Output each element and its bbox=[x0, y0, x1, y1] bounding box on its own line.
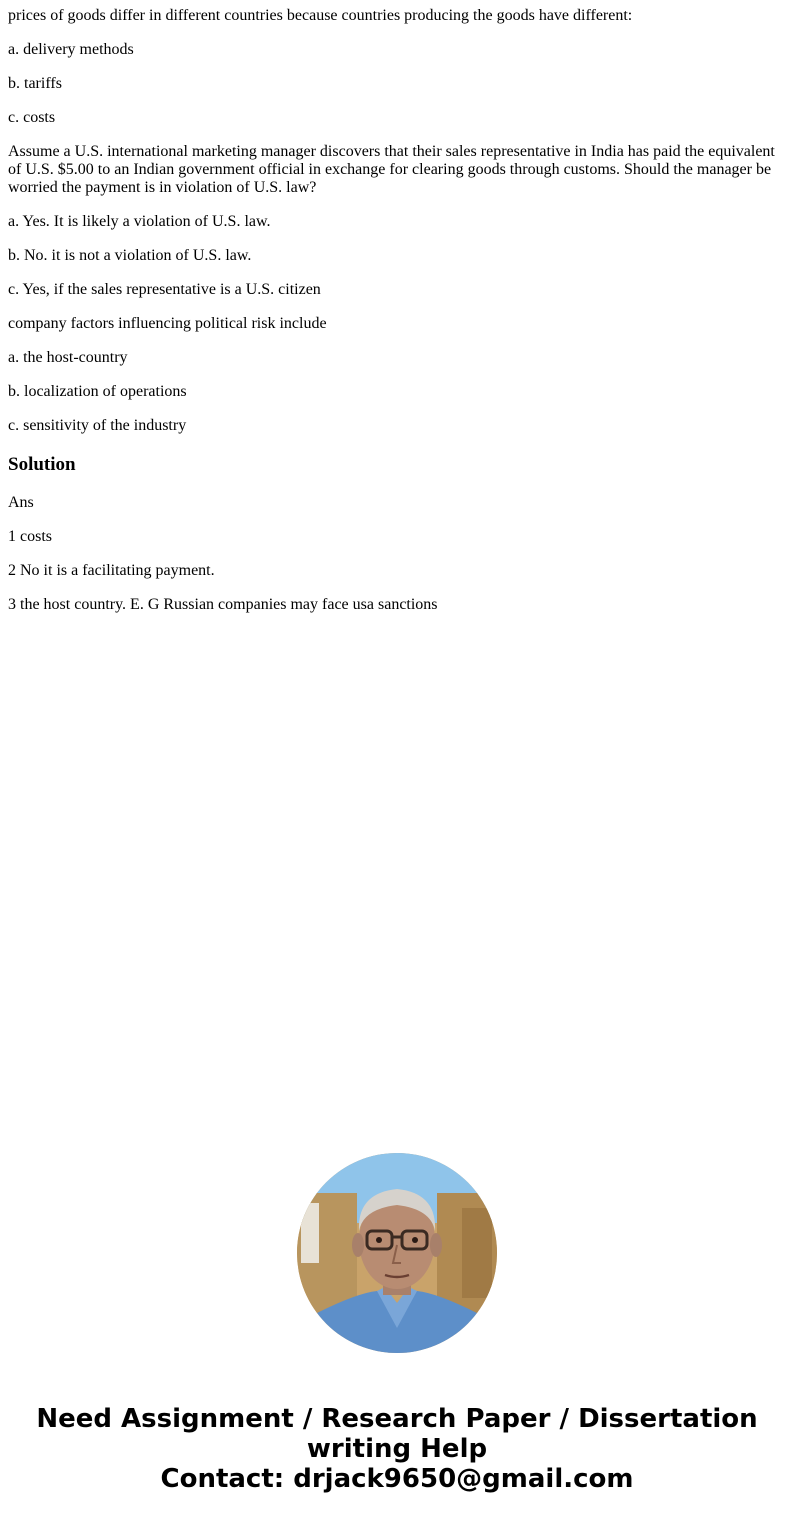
solution-line-ans: Ans bbox=[8, 494, 34, 511]
question-1-prompt: prices of goods differ in different countries because countries producing the goods have different: bbox=[8, 7, 633, 24]
tutor-avatar bbox=[297, 1153, 497, 1353]
solution-heading: Solution bbox=[8, 454, 76, 475]
question-3-option-a: a. the host-country bbox=[8, 349, 128, 366]
solution-line-1: 1 costs bbox=[8, 528, 52, 545]
question-3-prompt: company factors influencing political risk include bbox=[8, 315, 327, 332]
question-3-option-b: b. localization of operations bbox=[8, 383, 187, 400]
promo-contact: Contact: drjack9650@gmail.com bbox=[160, 1464, 634, 1494]
question-2-option-c: c. Yes, if the sales representative is a U.S. citizen bbox=[8, 281, 321, 298]
promo-line-1: Need Assignment / Research Paper / Dissertation bbox=[36, 1404, 758, 1434]
promo-line-2: writing Help bbox=[306, 1434, 488, 1464]
question-1-option-c: c. costs bbox=[8, 109, 56, 126]
solution-line-2: 2 No it is a facilitating payment. bbox=[8, 562, 215, 579]
person-photo-icon bbox=[297, 1153, 497, 1353]
question-1-option-a: a. delivery methods bbox=[8, 41, 134, 58]
document-body bbox=[8, 0, 786, 630]
question-2-prompt: Assume a U.S. international marketing manager discovers that their sales representative in India has paid the equivalent of U.S. $5.00 to an Indian government official in exchange for clearing goods through customs. Should the manager be worried the payment is in violation of U.S. law? bbox=[8, 143, 775, 196]
question-2-option-b: b. No. it is not a violation of U.S. law. bbox=[8, 247, 252, 264]
question-3-option-c: c. sensitivity of the industry bbox=[8, 417, 187, 434]
question-2-option-a: a. Yes. It is likely a violation of U.S. law. bbox=[8, 213, 271, 230]
question-1-option-b: b. tariffs bbox=[8, 75, 62, 92]
solution-line-3: 3 the host country. E. G Russian companies may face usa sanctions bbox=[8, 596, 438, 613]
promo-banner bbox=[0, 1404, 794, 1494]
